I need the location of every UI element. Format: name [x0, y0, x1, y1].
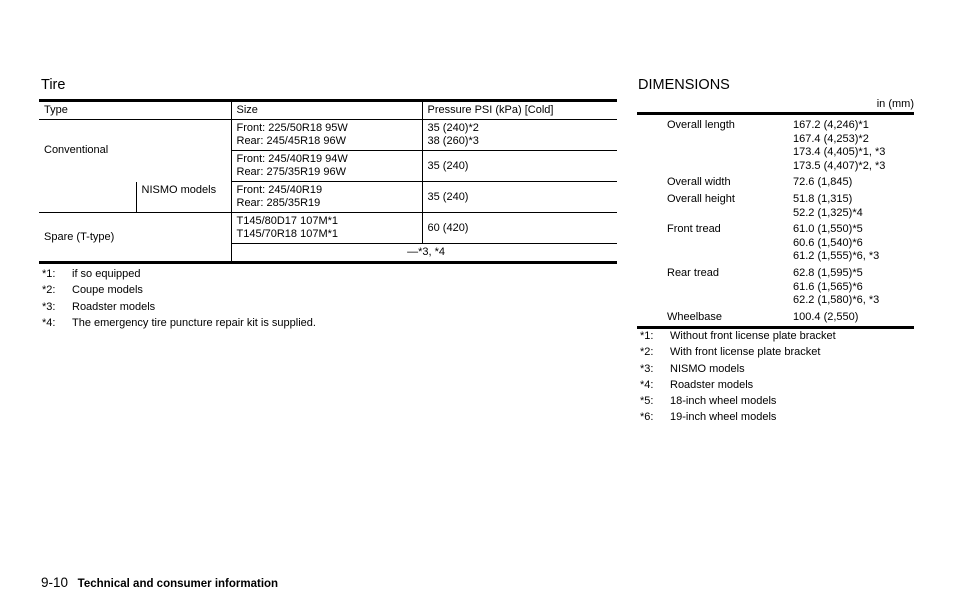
size-cell — [231, 182, 422, 213]
note-text: The emergency tire puncture repair kit is supplied. — [72, 316, 316, 329]
note-key: *3: — [42, 300, 56, 313]
tire-table-header-row — [39, 101, 617, 120]
size-front: Front: 245/40R19 — [236, 184, 323, 196]
tire-section-title: Tire — [41, 77, 66, 93]
dim-value: 173.4 (4,405)*1, *3 — [793, 146, 886, 159]
empty-cell — [39, 182, 136, 213]
note-key: *1: — [640, 330, 654, 342]
tire-footnotes — [42, 268, 316, 333]
size-spare-a: T145/80D17 107M*1 — [236, 215, 339, 227]
table-row — [39, 120, 617, 151]
table-row — [637, 308, 914, 328]
page-footer — [41, 575, 278, 590]
dim-value: 173.5 (4,407)*2, *3 — [793, 159, 886, 172]
note-text: With front license plate bracket — [670, 346, 821, 359]
list-item — [42, 317, 316, 333]
note-text: NISMO models — [670, 362, 745, 375]
list-item — [42, 301, 316, 317]
dim-label: Rear tread — [667, 266, 719, 279]
dim-label: Overall height — [667, 192, 735, 205]
size-cell — [231, 120, 422, 151]
note-text: Coupe models — [72, 284, 143, 297]
pressure-value: 35 (240) — [422, 182, 617, 213]
dimensions-footnotes — [640, 330, 836, 428]
dim-values — [793, 220, 914, 264]
pressure-value: 35 (240)*2 — [427, 122, 479, 134]
list-item — [640, 411, 836, 427]
list-item — [640, 346, 836, 362]
dimensions-section-title: DIMENSIONS — [638, 77, 730, 93]
spare-note: —*3, *4 — [231, 244, 617, 263]
pressure-value: 35 (240) — [422, 151, 617, 182]
note-text: Without front license plate bracket — [670, 330, 836, 342]
dim-value: 52.2 (1,325)*4 — [793, 206, 863, 219]
dim-value: 72.6 (1,845) — [793, 176, 853, 189]
dim-values — [793, 173, 914, 190]
size-cell — [231, 213, 422, 244]
table-row — [637, 114, 914, 174]
note-text: if so equipped — [72, 268, 141, 280]
dim-value: 60.6 (1,540)*6 — [793, 236, 863, 249]
type-spare: Spare (T-type) — [39, 213, 231, 263]
table-row — [637, 173, 914, 190]
dim-label: Front tread — [667, 223, 721, 236]
note-key: *6: — [640, 411, 654, 424]
size-cell — [231, 151, 422, 182]
table-row — [39, 182, 617, 213]
dim-value: 62.8 (1,595)*5 — [793, 266, 863, 279]
dim-values — [793, 264, 914, 308]
pressure-value: 38 (260)*3 — [427, 135, 479, 147]
table-row — [637, 190, 914, 220]
dimensions-units: in (mm) — [876, 98, 914, 110]
dimensions-table — [637, 112, 914, 329]
dim-value: 61.2 (1,555)*6, *3 — [793, 250, 880, 263]
note-key: *2: — [42, 284, 56, 297]
pressure-value: 60 (420) — [422, 213, 617, 244]
list-item — [640, 379, 836, 395]
dim-value: 51.8 (1,315) — [793, 192, 853, 205]
list-item — [42, 284, 316, 300]
dim-value: 61.0 (1,550)*5 — [793, 223, 863, 236]
dim-value: 100.4 (2,550) — [793, 310, 859, 323]
header-pressure: Pressure PSI (kPa) [Cold] — [422, 101, 617, 120]
note-key: *3: — [640, 362, 654, 375]
size-front: Front: 225/50R18 95W — [236, 122, 348, 134]
list-item — [42, 268, 316, 284]
page-number: 9-10 — [41, 575, 69, 590]
note-key: *1: — [42, 268, 56, 280]
size-front: Front: 245/40R19 94W — [236, 153, 348, 165]
note-text: Roadster models — [670, 378, 754, 391]
header-type: Type — [39, 101, 231, 120]
table-row — [39, 213, 617, 244]
size-rear: Rear: 275/35R19 96W — [236, 166, 346, 178]
size-spare-b: T145/70R18 107M*1 — [236, 228, 339, 240]
note-key: *2: — [640, 346, 654, 359]
note-key: *4: — [640, 378, 654, 391]
note-text: 19-inch wheel models — [670, 411, 777, 424]
type-nismo: NISMO models — [136, 182, 231, 213]
table-row — [637, 220, 914, 264]
footer-section-title: Technical and consumer information — [77, 578, 279, 590]
dim-values — [793, 190, 914, 220]
note-text: Roadster models — [72, 300, 156, 313]
dim-values — [793, 308, 914, 328]
dim-value: 62.2 (1,580)*6, *3 — [793, 294, 880, 307]
dim-value: 61.6 (1,565)*6 — [793, 280, 863, 293]
size-rear: Rear: 245/45R18 96W — [236, 135, 346, 147]
list-item — [640, 395, 836, 411]
header-size: Size — [231, 101, 422, 120]
dim-value: 167.4 (4,253)*2 — [793, 132, 869, 145]
note-text: 18-inch wheel models — [670, 395, 777, 408]
list-item — [640, 363, 836, 379]
dim-values — [793, 114, 914, 174]
dim-value: 167.2 (4,246)*1 — [793, 119, 869, 131]
dim-label: Wheelbase — [667, 310, 723, 323]
size-rear: Rear: 285/35R19 — [236, 197, 321, 209]
dim-label: Overall width — [667, 176, 731, 189]
type-conventional: Conventional — [44, 144, 109, 157]
table-row — [637, 264, 914, 308]
note-key: *5: — [640, 395, 654, 408]
pressure-cell — [422, 120, 617, 151]
dim-label: Overall length — [667, 119, 735, 131]
list-item — [640, 330, 836, 346]
tire-table — [39, 99, 617, 264]
note-key: *4: — [42, 316, 56, 329]
